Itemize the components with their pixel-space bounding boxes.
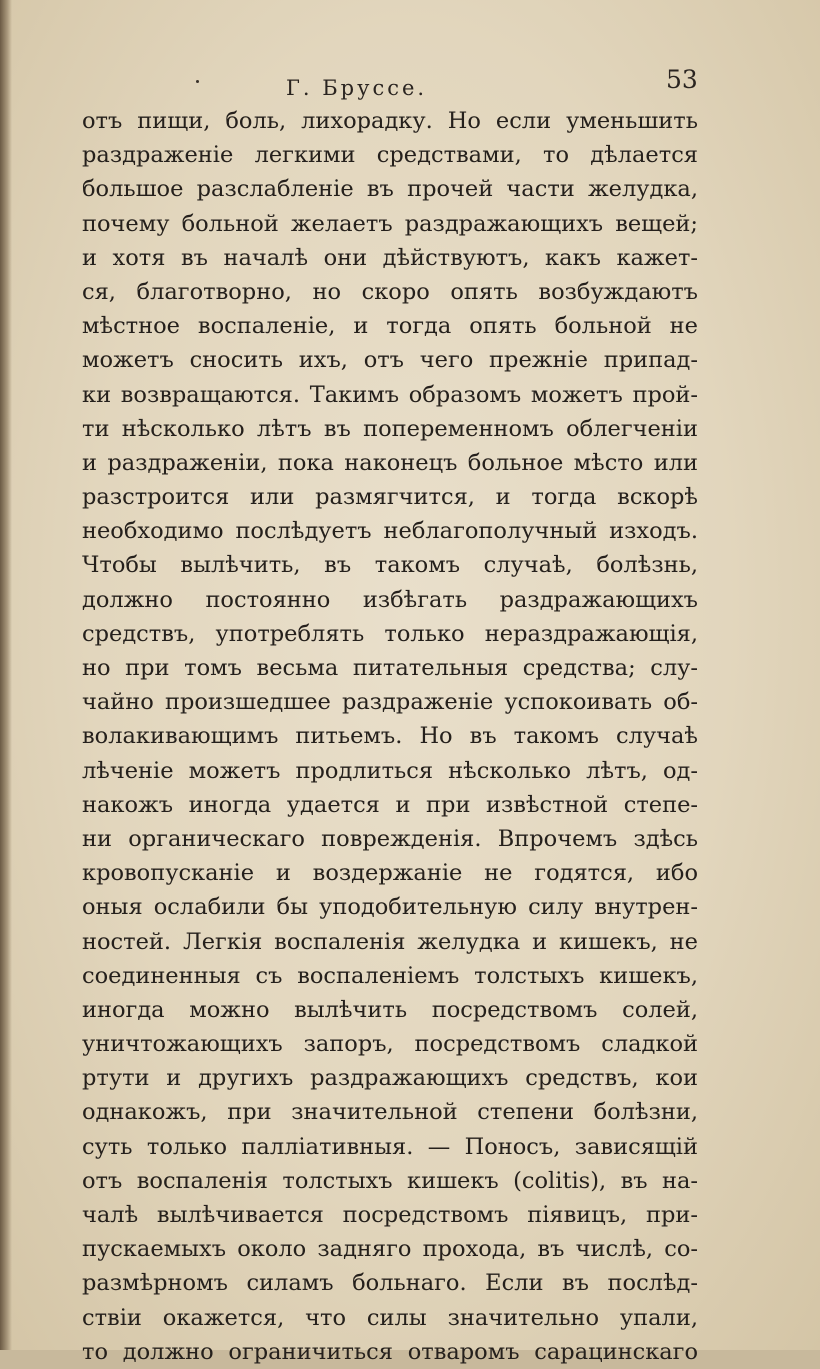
text-line: размѣрномъ силамъ больнаго. Если въ послѣд- [82, 1270, 698, 1297]
text-line: Чтобы вылѣчить, въ такомъ случаѣ, болѣзнь, [82, 552, 698, 579]
text-line: однакожъ, при значительной степени болѣзни, [82, 1099, 698, 1126]
page-number: 53 [666, 65, 698, 94]
text-line: мѣстное воспаленіе, и тогда опять больной не [82, 313, 698, 340]
header-dot-mark [196, 80, 199, 83]
text-line: ностей. Легкія воспаленія желудка и кишекъ, не [82, 928, 698, 955]
text-line: необходимо послѣдуетъ неблагополучный изходъ. [82, 518, 698, 545]
text-line: ти нѣсколько лѣтъ въ попеременномъ облегченіи [82, 415, 698, 442]
text-line: волакивающимъ питьемъ. Но въ такомъ случаѣ [82, 723, 698, 750]
text-line: и хотя въ началѣ они дѣйствуютъ, какъ кажет- [82, 244, 698, 271]
body-text [82, 104, 698, 1369]
text-line: оныя ослабили бы уподобительную силу внутрен- [82, 894, 698, 921]
text-line: то должно ограничиться отваромъ сарацинскаго [82, 1338, 698, 1365]
text-line: ни органическаго поврежденія. Впрочемъ здѣсь [82, 825, 698, 852]
text-line: иногда можно вылѣчить посредствомъ солей, [82, 996, 698, 1023]
text-line: ся, благотворно, но скоро опять возбуждаютъ [82, 278, 698, 305]
text-line: большое разслабленіе въ прочей части желудка, [82, 176, 698, 203]
text-line: чайно произшедшее раздраженіе успокоивать об- [82, 689, 698, 716]
text-line: чалѣ вылѣчивается посредствомъ піявицъ, при- [82, 1202, 698, 1228]
text-line: почему больной желаетъ раздражающихъ вещей; [82, 210, 698, 237]
text-line: отъ воспаленія толстыхъ кишекъ (colitis), въ на- [82, 1167, 698, 1194]
text-line: накожъ иногда удается и при извѣстной степе- [82, 791, 698, 818]
text-line: разстроится или размягчится, и тогда вскорѣ [82, 484, 698, 511]
text-line: соединенныя съ воспаленіемъ толстыхъ кишекъ, [82, 962, 698, 989]
text-line: раздраженіе легкими средствами, то дѣлается [82, 142, 698, 169]
text-line: суть только палліативныя. — Поносъ, зависящій [82, 1133, 698, 1160]
text-line: пускаемыхъ около задняго прохода, въ числѣ, со- [82, 1236, 698, 1263]
text-line: и раздраженіи, пока наконецъ больное мѣсто или [82, 449, 698, 476]
text-line: средствъ, употреблять только нераздражающія, [82, 620, 698, 647]
text-line: ствіи окажется, что силы значительно упали, [82, 1304, 698, 1331]
text-line: но при томъ весьма питательныя средства; слу- [82, 655, 698, 681]
header-title: Г. Бруссе. [286, 76, 428, 100]
text-line: отъ пищи, боль, лихорадку. Но если уменьшить [82, 108, 698, 134]
running-head [0, 62, 820, 102]
text-line: кровопусканіе и воздержаніе не годятся, ибо [82, 860, 698, 887]
text-line: можетъ сносить ихъ, отъ чего прежніе припад- [82, 347, 698, 374]
text-line: ртути и другихъ раздражающихъ средствъ, кои [82, 1065, 698, 1092]
text-line: ки возвращаются. Такимъ образомъ можетъ прой- [82, 381, 698, 408]
text-line: лѣченіе можетъ продлиться нѣсколько лѣтъ, од- [82, 757, 698, 784]
text-line: должно постоянно избѣгать раздражающихъ [82, 586, 698, 613]
text-line: уничтожающихъ запоръ, посредствомъ сладкой [82, 1031, 698, 1058]
page-binding-edge [0, 0, 12, 1350]
